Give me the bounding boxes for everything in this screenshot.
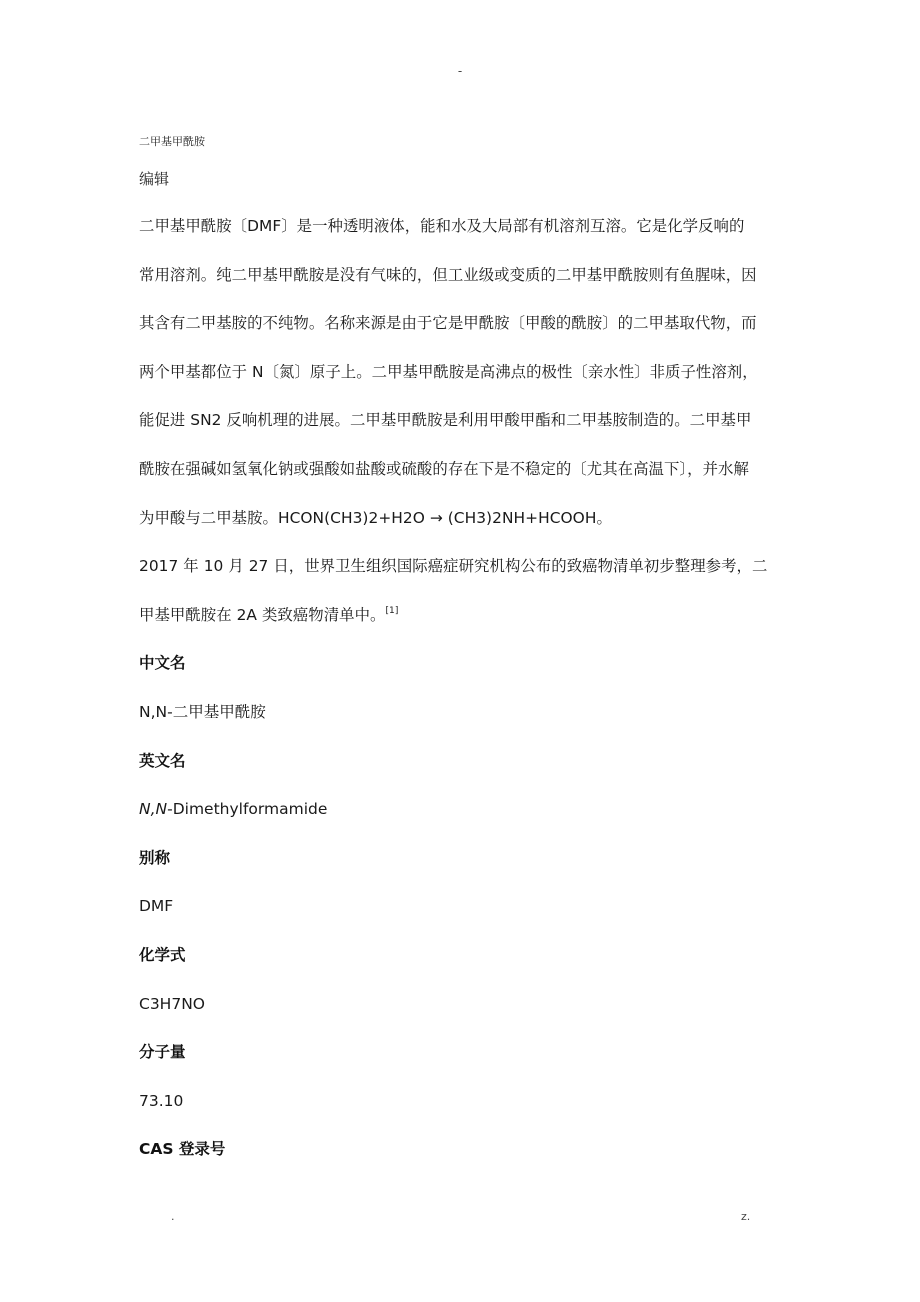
footer-right-mark: z. (741, 1210, 751, 1223)
field-label-formula: 化学式 (139, 945, 186, 964)
note-line-text: 甲基甲酰胺在 2A 类致癌物清单中。 (139, 605, 386, 624)
document-body (139, 128, 781, 1174)
intro-line: 二甲基甲酰胺〔DMF〕是一种透明液体，能和水及大局部有机溶剂互溶。它是化学反响的 (139, 217, 745, 235)
note-line: 2017 年 10 月 27 日，世界卫生组织国际癌症研究机构公布的致癌物清单初步整理参考，二 (139, 557, 768, 576)
header-mark: - (457, 64, 463, 78)
field-value-molecular-weight: 73.10 (139, 1091, 184, 1110)
intro-line: 酰胺在强碱如氢氧化钠或强酸如盐酸或硫酸的存在下是不稳定的〔尤其在高温下〕，并水解 (139, 459, 749, 478)
field-label-molecular-weight: 分子量 (139, 1043, 186, 1062)
intro-paragraph (139, 202, 781, 542)
intro-line: 能促进 SN2 反响机理的进展。二甲基甲酰胺是利用甲酸甲酯和二甲基胺制造的。二甲基甲 (139, 411, 752, 430)
intro-line: 两个甲基都位于 N〔氮〕原子上。二甲基甲酰胺是高沸点的极性〔亲水性〕非质子性溶剂， (139, 362, 758, 381)
intro-line: 其含有二甲基胺的不纯物。名称来源是由于它是甲酰胺〔甲酸的酰胺〕的二甲基取代物，而 (139, 314, 757, 333)
edit-link[interactable]: 编辑 (139, 170, 170, 188)
field-label-alias: 别称 (139, 848, 171, 867)
info-fields (139, 639, 781, 1174)
english-name-suffix: -Dimethylformamide (167, 800, 328, 819)
field-label-english-name: 英文名 (139, 751, 186, 770)
field-value-chinese-name: N,N-二甲基甲酰胺 (139, 702, 266, 721)
english-name-prefix: N,N (139, 800, 168, 819)
field-value-english-name (139, 785, 781, 834)
field-label-cas-number: CAS 登录号 (139, 1140, 226, 1159)
field-value-alias: DMF (139, 897, 174, 916)
footer-left-mark: . (171, 1210, 175, 1223)
field-value-formula: C3H7NO (139, 994, 205, 1013)
carcinogen-note (139, 542, 781, 639)
note-line (139, 591, 781, 640)
intro-line: 常用溶剂。纯二甲基甲酰胺是没有气味的，但工业级或变质的二甲基甲酰胺则有鱼腥味，因 (139, 265, 757, 284)
intro-line: 为甲酸与二甲基胺。HCON(CH3)2+H2O → (CH3)2NH+HCOOH。 (139, 508, 612, 527)
document-title: 二甲基甲酰胺 (139, 135, 205, 148)
field-label-chinese-name: 中文名 (139, 654, 186, 673)
reference-link[interactable]: [1] (385, 605, 399, 616)
